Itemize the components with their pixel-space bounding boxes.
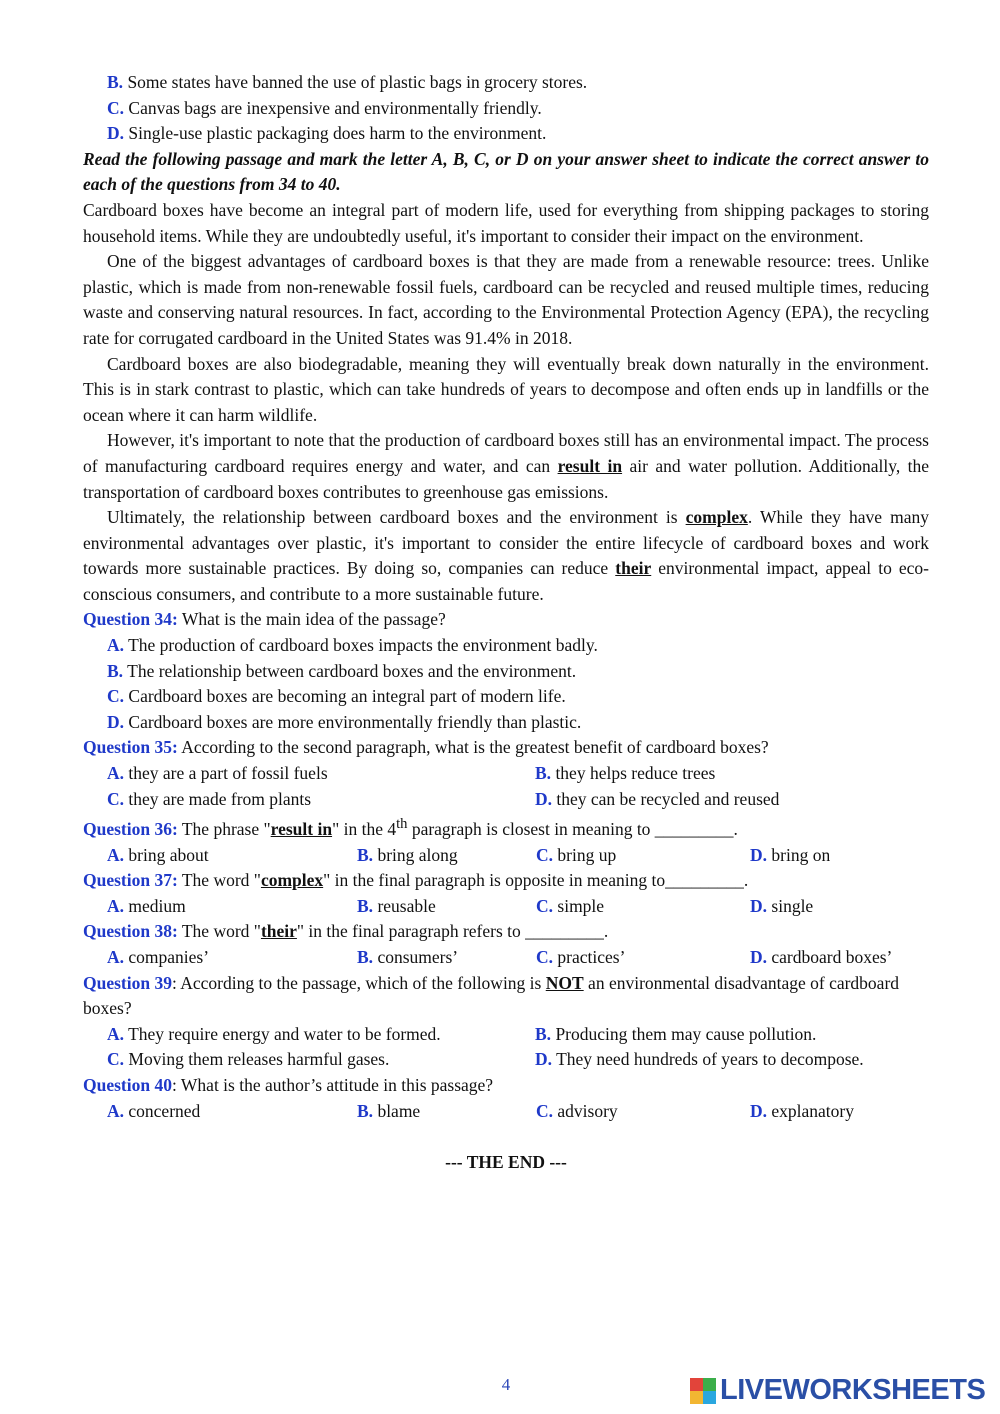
q35-option-b[interactable]: B. they helps reduce trees [535,763,716,784]
q40-option-a[interactable]: A. concerned [107,1100,201,1121]
q36-option-b[interactable]: B. bring along [357,844,458,865]
question-38: Question 38: The word "their" in the final paragraph refers to _________. [83,921,609,942]
q38-option-c[interactable]: C. practices’ [536,947,626,968]
option-d: D. Single-use plastic packaging does harm to the environment. [107,123,547,144]
q40-options [83,1099,929,1125]
q35-options-row-1 [83,761,929,787]
q37-option-a[interactable]: A. medium [107,895,186,916]
q34-option-c[interactable]: C. Cardboard boxes are becoming an integral part of modern life. [107,686,566,707]
liveworksheets-logo-text: LIVEWORKSHEETS [720,1374,986,1407]
question-37: Question 37: The word "complex" in the final paragraph is opposite in meaning to_________. [83,870,749,891]
liveworksheets-logo-icon [690,1378,716,1404]
passage-paragraph-3: Cardboard boxes are also biodegradable, meaning they will eventually break down naturally in the environment. This is in stark contrast to plastic, which can take hundreds of years to decompose and often ends up in landfills or the ocean where it can harm wildlife. [83,353,929,425]
underlined-word-their: their [615,558,652,579]
liveworksheets-logo[interactable] [690,1374,985,1408]
q38-option-a[interactable]: A. companies’ [107,947,210,968]
q34-option-a[interactable]: A. The production of cardboard boxes impacts the environment badly. [107,635,598,656]
the-end: --- THE END --- [445,1152,567,1173]
passage-paragraph-2: One of the biggest advantages of cardboard boxes is that they are made from a renewable resource: trees. Unlike plastic, which is made from non-renewable fossil fuels, cardboard can be recycled and reused multiple times, reducing waste and conserving natural resources. In fact, according to the Environmental Protection Agency (EPA), the recycling rate for corrugated cardboard in the United States was 91.4% in 2018. [83,251,929,348]
worksheet-page [83,70,929,1176]
passage-paragraph-5: Ultimately, the relationship between cardboard boxes and the environment is complex. While they have many environmental advantages over plastic, it's important to consider the entire lifecycle of cardboard boxes and work towards more sustainable practices. By doing so, companies can reduce their environmental impact, appeal to eco-conscious consumers, and contribute to a more sustainable future. [83,507,929,604]
q36-options [83,843,929,869]
option-c: C. Canvas bags are inexpensive and environmentally friendly. [107,97,542,118]
q39-options-row-2 [83,1047,929,1073]
q36-option-d[interactable]: D. bring on [750,844,831,865]
q40-option-b[interactable]: B. blame [357,1100,421,1121]
q39-options-row-1 [83,1022,929,1048]
question-36: Question 36: The phrase "result in" in the 4th paragraph is closest in meaning to _________. [83,816,738,840]
q36-option-a[interactable]: A. bring about [107,844,209,865]
question-35: Question 35: According to the second paragraph, what is the greatest benefit of cardboard boxes? [83,737,769,758]
page-number: 4 [501,1375,511,1394]
q35-option-a[interactable]: A. they are a part of fossil fuels [107,763,328,784]
q38-option-d[interactable]: D. cardboard boxes’ [750,947,893,968]
q35-option-c[interactable]: C. they are made from plants [107,788,312,809]
question-40: Question 40: What is the author’s attitude in this passage? [83,1074,494,1095]
q35-option-d[interactable]: D. they can be recycled and reused [535,788,780,809]
q37-option-c[interactable]: C. simple [536,895,605,916]
q34-option-b[interactable]: B. The relationship between cardboard boxes and the environment. [107,660,577,681]
q38-options [83,945,929,971]
q39-option-d[interactable]: D. They need hundreds of years to decompose. [535,1049,864,1070]
q34-option-d[interactable]: D. Cardboard boxes are more environmentally friendly than plastic. [107,711,582,732]
q40-option-c[interactable]: C. advisory [536,1100,618,1121]
q37-option-d[interactable]: D. single [750,895,814,916]
instruction: Read the following passage and mark the letter A, B, C, or D on your answer sheet to indicate the correct answer to each of the questions from 34 to 40. [83,148,929,195]
q39-option-c[interactable]: C. Moving them releases harmful gases. [107,1049,390,1070]
q37-options [83,894,929,920]
underlined-word-complex: complex [685,507,748,528]
option-b: B. Some states have banned the use of plastic bags in grocery stores. [107,72,588,92]
underlined-phrase-result-in: result in [557,455,623,476]
q37-option-b[interactable]: B. reusable [357,895,436,916]
q40-option-d[interactable]: D. explanatory [750,1100,854,1121]
question-34: Question 34: What is the main idea of the passage? [83,609,446,630]
passage-paragraph-4: However, it's important to note that the production of cardboard boxes still has an environmental impact. The process of manufacturing cardboard requires energy and water, and can result in air and water pollution. Additionally, the transportation of cardboard boxes contributes to greenhouse gas emissions. [83,430,930,502]
q35-options-row-2 [83,787,929,813]
q36-option-c[interactable]: C. bring up [536,844,617,865]
question-39: Question 39: According to the passage, which of the following is NOT an environmental disadvantage of cardboard boxes? [83,972,900,1019]
passage-paragraph-1: Cardboard boxes have become an integral part of modern life, used for everything from shipping packages to storing household items. While they are undoubtedly useful, it's important to consider their impact on the environment. [83,199,929,246]
q39-option-a[interactable]: A. They require energy and water to be formed. [107,1023,441,1044]
q39-option-b[interactable]: B. Producing them may cause pollution. [535,1023,817,1044]
q38-option-b[interactable]: B. consumers’ [357,947,459,968]
